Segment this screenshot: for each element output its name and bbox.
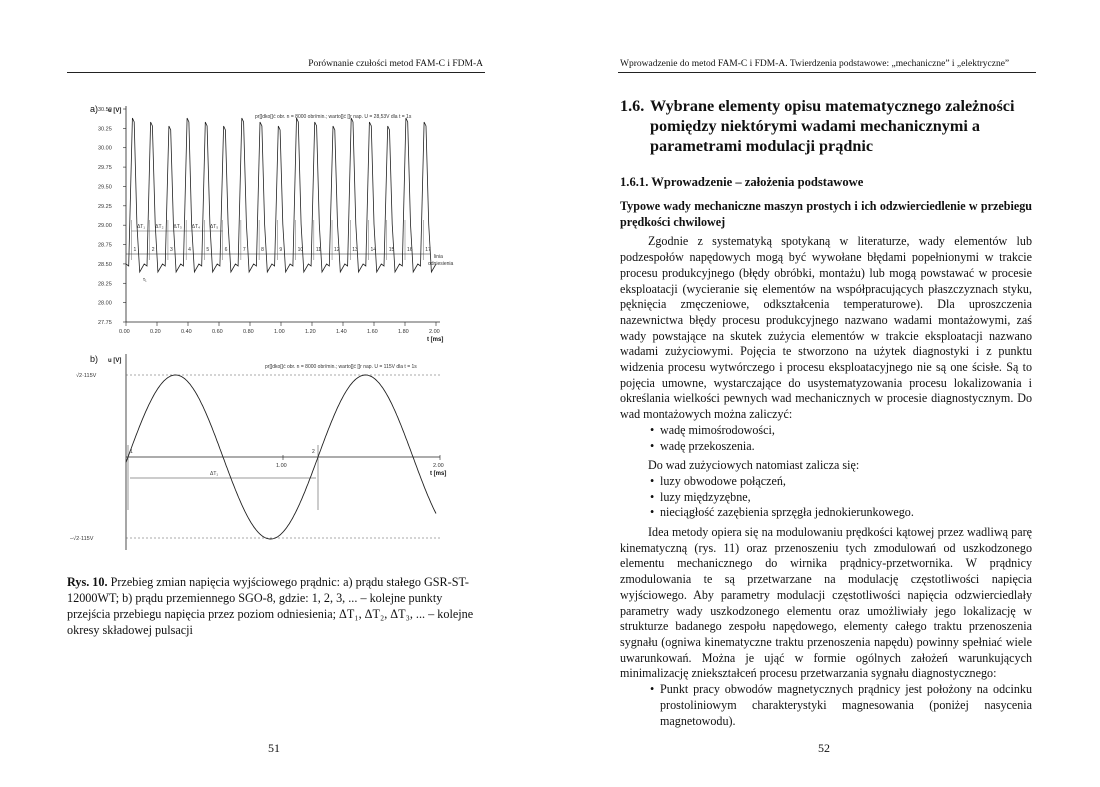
list-item-text: wadę przekoszenia. bbox=[660, 438, 755, 453]
bullet: • bbox=[650, 473, 655, 488]
panel-b-annotation: pr[]dko[]ć obr. n = 8000 obr/min.; warto[]ć []r nap. U = 115V dla t = 1s bbox=[265, 364, 417, 370]
section-number: 1.6. bbox=[620, 97, 645, 115]
list-item bbox=[620, 682, 1032, 729]
list-wear-defects bbox=[620, 474, 1032, 521]
crossing-number: 1 bbox=[133, 247, 137, 253]
crossing-number: 13 bbox=[352, 247, 358, 253]
caption-label: Rys. 10. bbox=[67, 575, 108, 589]
crossing-number: 2 bbox=[151, 247, 155, 253]
panel-b-y-axis-label: u [V] bbox=[108, 358, 122, 364]
section-title: Wybrane elementy opisu matematycznego zależności pomiędzy niektórymi wadami mechanicznymi a parametrami modulacji prądnic bbox=[650, 97, 1015, 155]
page-number: 51 bbox=[268, 741, 280, 755]
running-head: Wprowadzenie do metod FAM-C i FDM-A. Twierdzenia podstawowe: „mechaniczne” i „elektryczne” bbox=[620, 59, 1010, 69]
x-tick-label: 2.00 bbox=[429, 329, 440, 335]
crossing-number: 15 bbox=[388, 247, 395, 253]
crossing-number: 14 bbox=[370, 247, 377, 253]
section-heading bbox=[620, 96, 1040, 156]
y-tick-label: 29.75 bbox=[98, 165, 112, 172]
delta-label: ΔT₅ bbox=[209, 224, 219, 230]
crossing-number: 17 bbox=[425, 247, 431, 253]
x-tick-label: 0.40 bbox=[181, 329, 192, 335]
list-item bbox=[620, 505, 1032, 521]
list-item-text: wadę mimośrodowości, bbox=[660, 422, 775, 437]
y-tick-label: 30.25 bbox=[98, 126, 112, 133]
body-text bbox=[620, 199, 1032, 729]
list-item-text: nieciągłość zazębienia sprzęgła jednokierunkowego. bbox=[660, 505, 914, 520]
panel-a-delta-labels bbox=[131, 224, 222, 231]
paragraph-3: Idea metody opiera się na modulowaniu prędkości kątowej przez wadliwą parę kinematyczną (rys. 11) oraz przenoszeniu tych zmodulowań od uszkodzonego elementu mechanicznego do wirnika prądnicy-przetwornika. W prądnicy zmodulowania te są przetwarzane na modulację częstotliwości napięcia wyjściowego. Aby parametry modulacji częstotliwości napięcia odzwierciedlały parametry wady uszkodzonego elementu oraz umożliwiały jego lokalizację w strukturze badanego zespołu napędowego, elementy całego traktu przenoszenia sygnału (ogniwa kinematyczne traktu przenoszenia napędu) powinny spełniać wiele uwarunkowań. Można je ująć w formie ogólnych założeń warunkujących minimalizację zniekształceń procesu przetwarzania sygnału diagnostycznego: bbox=[620, 525, 1032, 681]
x-tick-label: 0.00 bbox=[119, 329, 130, 335]
panel-a-x-ticks bbox=[119, 322, 440, 335]
panel-a-y-ticks bbox=[98, 107, 126, 326]
panel-b-y-bottom: –√2·115V bbox=[70, 536, 94, 542]
panel-a-annotation: pr[]dko[]ć obr. n = 8000 obr/min.; warto[]ć []r nap. U = 28,53V dla t = 1s bbox=[255, 114, 412, 120]
panel-a-y-axis-label: u [V] bbox=[108, 108, 122, 114]
x-tick-label: 1.60 bbox=[367, 329, 378, 335]
crossing-number: 16 bbox=[407, 247, 413, 253]
crossing-number: 7 bbox=[242, 247, 246, 253]
x-tick-label: 1.80 bbox=[398, 329, 409, 335]
x-tick-label: 1.40 bbox=[336, 329, 347, 335]
y-tick-label: 28.25 bbox=[98, 281, 112, 288]
panel-b-xtick-label-2: 2.00 bbox=[433, 463, 444, 469]
crossing-number: 12 bbox=[334, 247, 340, 253]
crossing-number: 8 bbox=[261, 247, 264, 253]
bullet: • bbox=[650, 438, 655, 453]
x-tick-label: 0.60 bbox=[212, 329, 223, 335]
y-tick-label: 27.75 bbox=[98, 320, 112, 326]
list-item bbox=[620, 490, 1032, 506]
y-tick-label: 30.50 bbox=[98, 107, 112, 113]
y-tick-label: 28.75 bbox=[98, 242, 112, 249]
bullet: • bbox=[650, 422, 655, 437]
delta-label: ΔT₁ bbox=[136, 224, 146, 230]
bullet: • bbox=[650, 505, 655, 520]
panel-b-delta-label: ΔT₁ bbox=[210, 471, 219, 477]
bullet: • bbox=[650, 489, 655, 504]
delta-label: ΔT₄ bbox=[191, 224, 201, 230]
list-item bbox=[620, 439, 1032, 455]
list-assembly-defects bbox=[620, 423, 1032, 454]
figure-svg bbox=[70, 100, 490, 560]
panel-b-crossing-2: 2 bbox=[312, 449, 315, 455]
crossing-number: 11 bbox=[315, 247, 322, 253]
list-item-text: luzy obwodowe połączeń, bbox=[660, 473, 786, 488]
list-item-text: luzy międzyzębne, bbox=[660, 489, 751, 504]
running-head: Porównanie czułości metod FAM-C i FDM-A bbox=[308, 59, 483, 69]
y-tick-label: 28.50 bbox=[98, 261, 112, 268]
tau-label: τ₁ bbox=[143, 277, 147, 283]
panel-a-x-axis-label: t [ms] bbox=[427, 337, 444, 343]
crossing-number: 3 bbox=[169, 247, 173, 253]
page-number: 52 bbox=[818, 741, 830, 755]
x-tick-label: 1.00 bbox=[274, 329, 285, 335]
paragraph-2: Do wad zużyciowych natomiast zalicza się: bbox=[648, 458, 860, 473]
x-tick-label: 0.20 bbox=[150, 329, 161, 335]
bullet: • bbox=[650, 682, 655, 697]
list-assumptions bbox=[620, 682, 1032, 729]
crossing-number: 10 bbox=[297, 247, 304, 253]
figure-10 bbox=[70, 100, 490, 560]
list-item bbox=[620, 474, 1032, 490]
list-item bbox=[620, 423, 1032, 439]
header-rule bbox=[618, 72, 1036, 73]
caption-text: Przebieg zmian napięcia wyjściowego prądnic: a) prądu stałego GSR-ST-12000WT; b) prądu przemiennego SGO-8, gdzie: 1, 2, 3, ... – kolejne punkty przejścia przebiegu napięcia przez poziom odniesienia; ΔT₁, ΔT₂, ΔT₃, ... – kolejne okresy składowej pulsacji bbox=[67, 575, 474, 637]
y-tick-label: 28.00 bbox=[98, 300, 112, 307]
list-item-text: Punkt pracy obwodów magnetycznych prądnicy jest położony na odcinku prostoliniowym charakterystyki magnesowania (poniżej nasycenia magnetowodu). bbox=[660, 682, 1032, 728]
panel-b-label: b) bbox=[90, 354, 99, 364]
header-rule bbox=[67, 72, 485, 73]
panel-b-x-axis-label: t [ms] bbox=[430, 471, 447, 477]
x-tick-label: 1.20 bbox=[305, 329, 316, 335]
y-tick-label: 29.50 bbox=[98, 184, 112, 191]
y-tick-label: 29.00 bbox=[98, 223, 112, 230]
y-tick-label: 29.25 bbox=[98, 203, 112, 210]
delta-label: ΔT₃ bbox=[173, 224, 182, 230]
right-page bbox=[550, 0, 1100, 787]
figure-caption bbox=[67, 574, 485, 638]
y-tick-label: 30.00 bbox=[98, 145, 112, 152]
panel-b-xtick-label-1: 1.00 bbox=[276, 463, 287, 469]
crossing-number: 5 bbox=[206, 247, 210, 253]
lead-paragraph: Typowe wady mechaniczne maszyn prostych i ich odzwierciedlenie w przebiegu prędkości chwilowej bbox=[620, 199, 1032, 229]
panel-b-y-top: √2·115V bbox=[76, 373, 97, 379]
reference-line-label-1: linia bbox=[434, 254, 443, 260]
crossing-number: 4 bbox=[188, 247, 191, 253]
crossing-number: 6 bbox=[224, 247, 228, 253]
paragraph-1: Zgodnie z systematyką spotykaną w literaturze, wady elementów lub podzespołów napędowych mogą być wywołane błędami popełnionymi w trakcie procesu produkcyjnego (błędy obróbki, montażu) lub mogą powstawać w procesie eksploatacji (wycieranie się elementów na współpracujących płaszczyznach styku, pęknięcia zmęczeniowe, odkształcenia temperaturowe). Dla uproszczenia nazewnictwa błędy procesu produkcyjnego nazwano wadami montażowymi, zaś wady powstające na skutek zużycia elementów w trakcie eksploatacji nazwano wadami zużyciowymi. Pojęcia te stworzono na użytek diagnostyki i z punktu widzenia procesu wytwórczego i procesu eksploatacyjnego nie są one ścisłe. Są to pojęcia umowne, wystarczające do usystematyzowania procesu lokalizowania i określania wielkości pewnych wad mechanicznych w procesie diagnostycznym. Do wad montażowych można zaliczyć: bbox=[620, 234, 1032, 422]
panel-b-crossing-1: 1 bbox=[130, 449, 133, 455]
crossing-number: 9 bbox=[279, 247, 283, 253]
panel-a-label: a) bbox=[90, 104, 99, 114]
reference-line-label-2: odniesienia bbox=[428, 261, 454, 267]
x-tick-label: 0.80 bbox=[243, 329, 254, 335]
delta-label: ΔT₂ bbox=[155, 224, 164, 230]
subsection-heading: 1.6.1. Wprowadzenie – założenia podstawowe bbox=[620, 175, 864, 189]
